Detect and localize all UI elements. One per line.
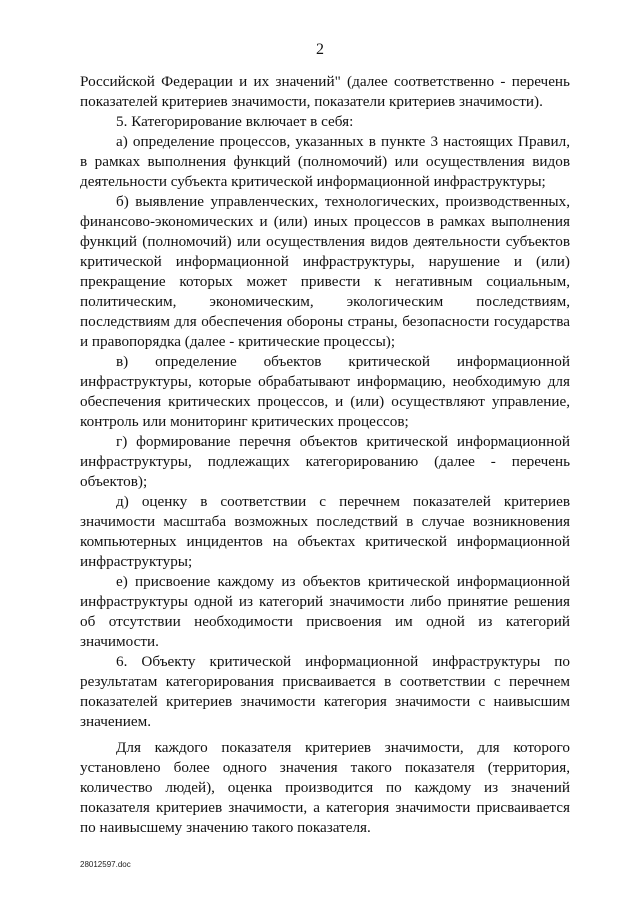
paragraph-continuation: Российской Федерации и их значений" (далее соответственно - перечень показателей критериев значимости, показатели критериев значимости). <box>80 73 570 110</box>
paragraph-item-6: 6. Объекту критической информационной инфраструктуры по результатам категорирования присваивается в соответствии с перечнем показателей критериев значимости категория значимости с наивысшим значением. <box>80 653 570 730</box>
paragraph-subitem-g: г) формирование перечня объектов критической информационной инфраструктуры, подлежащих категорированию (далее - перечень объектов); <box>80 433 570 490</box>
paragraph-item-6-continuation: Для каждого показателя критериев значимости, для которого установлено более одного значения такого показателя (территория, количество людей), оценка производится по каждому из значений показателя критериев значимости, а категория значимости присваивается по наивысшему значению такого показателя. <box>80 739 570 836</box>
paragraph-item-5: 5. Категорирование включает в себя: <box>116 113 354 130</box>
page-number: 2 <box>316 41 324 58</box>
paragraph-subitem-b: б) выявление управленческих, технологических, производственных, финансово-экономических и (или) иных процессов в рамках выполнения функций (полномочий) или осуществления видов деятельности субъектов критической информационной инфраструктуры, нарушение и (или) прекращение которых может привести к негативным социальным, политическим, экономическим, экологическим последствиям, последствиям для обеспечения обороны страны, безопасности государства и правопорядка (далее - критические процессы); <box>80 193 570 350</box>
footer-file-code: 28012597.doc <box>80 860 131 869</box>
paragraph-subitem-v: в) определение объектов критической информационной инфраструктуры, которые обрабатывают информацию, необходимую для обеспечения критических процессов, и (или) осуществляют управление, контроль или мониторинг критических процессов; <box>80 353 570 430</box>
paragraph-subitem-d: д) оценку в соответствии с перечнем показателей критериев значимости масштаба возможных последствий в случае возникновения компьютерных инцидентов на объектах критической информационной инфраструктуры; <box>80 493 570 570</box>
document-body <box>80 72 570 838</box>
paragraph-subitem-a: а) определение процессов, указанных в пункте 3 настоящих Правил, в рамках выполнения функций (полномочий) или осуществления видов деятельности субъекта критической информационной инфраструктуры; <box>80 133 570 190</box>
paragraph-subitem-e: е) присвоение каждому из объектов критической информационной инфраструктуры одной из категорий значимости либо принятие решения об отсутствии необходимости присвоения им одной из категорий значимости. <box>80 573 570 650</box>
